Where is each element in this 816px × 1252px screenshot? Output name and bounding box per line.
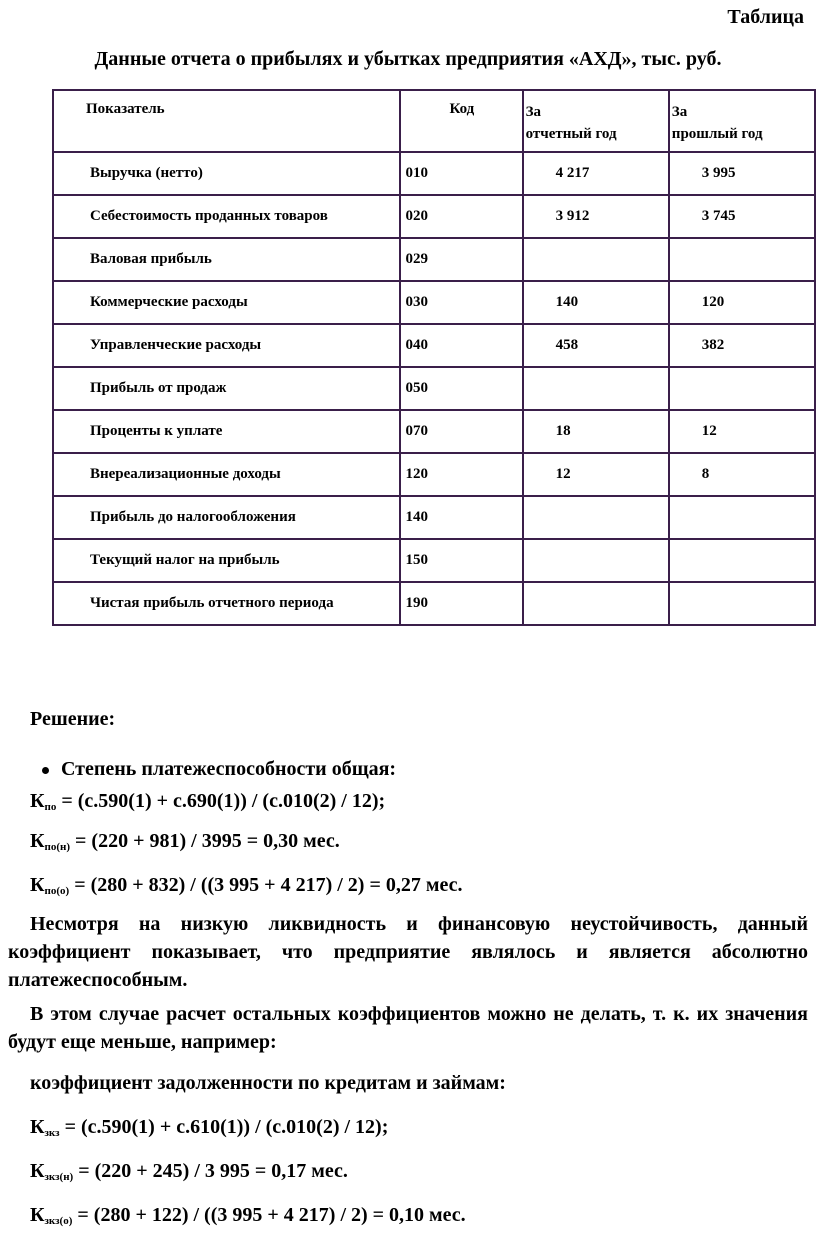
table-row [53,195,815,238]
header-previous-line2: прошлый год [671,126,763,142]
row-code: 030 [400,281,522,324]
bullet-item [42,758,396,781]
row-previous: 12 [669,410,815,453]
formula-4 [30,1116,388,1139]
row-current: 12 [523,453,669,496]
row-previous: 3 745 [669,195,815,238]
formula-body: = (с.590(1) + с.690(1)) / (с.010(2) / 12); [56,790,386,812]
formula-subscript: по(о) [44,885,70,897]
row-code: 120 [400,453,522,496]
row-previous [669,238,815,281]
header-previous-line1: За [671,104,688,120]
header-current-line1: За [525,104,541,120]
row-name: Прибыль от продаж [53,367,400,410]
row-code: 010 [400,152,522,195]
row-previous [669,582,815,625]
row-previous [669,539,815,582]
formula-subscript: по(н) [44,841,71,853]
table-row [53,281,815,324]
row-current [523,496,669,539]
formula-subscript: зкз(о) [44,1215,73,1227]
formula-body: = (280 + 122) / ((3 995 + 4 217) / 2) = 0,10 мес. [72,1204,466,1226]
table-row [53,367,815,410]
income-statement-table [52,89,816,626]
formula-5 [30,1160,348,1183]
formula-3 [30,874,462,897]
table-header-row [53,90,815,152]
row-current [523,539,669,582]
formula-symbol: К [30,874,45,896]
table-row [53,539,815,582]
bullet-dot-icon [42,767,49,774]
row-name: Чистая прибыль отчетного периода [53,582,400,625]
row-current: 3 912 [523,195,669,238]
paragraph-2 [8,1000,808,1056]
row-name: Проценты к уплате [53,410,400,453]
row-current [523,582,669,625]
row-previous: 8 [669,453,815,496]
table-row [53,238,815,281]
header-current-year [523,90,669,152]
formula-subscript: зкз(н) [44,1171,74,1183]
formula-symbol: К [30,1204,45,1226]
row-name: Прибыль до налогообложения [53,496,400,539]
formula-symbol: К [30,830,45,852]
header-current-line2: отчетный год [525,126,617,142]
row-code: 150 [400,539,522,582]
row-current: 140 [523,281,669,324]
row-name: Внереализационные доходы [53,453,400,496]
table-row [53,410,815,453]
formula-body: = (220 + 981) / 3995 = 0,30 мес. [70,830,340,852]
row-previous [669,496,815,539]
row-current: 458 [523,324,669,367]
row-previous [669,367,815,410]
table-row [53,152,815,195]
row-current [523,238,669,281]
bullet-text: Степень платежеспособности общая: [61,758,397,780]
formula-subscript: по [44,801,57,813]
formula-1 [30,790,385,813]
row-code: 040 [400,324,522,367]
table-row [53,324,815,367]
row-code: 140 [400,496,522,539]
header-indicator: Показатель [53,90,400,152]
row-previous: 382 [669,324,815,367]
header-code: Код [400,90,522,152]
formula-subscript: зкз [44,1127,60,1139]
table-row [53,582,815,625]
formula-2 [30,830,340,853]
row-name: Себестоимость проданных товаров [53,195,400,238]
row-code: 190 [400,582,522,625]
row-current: 4 217 [523,152,669,195]
table-caption: Таблица [727,6,804,28]
formula-6 [30,1204,466,1227]
coefficient-label: коэффициент задолженности по кредитам и займам: [30,1072,506,1094]
formula-body: = (280 + 832) / ((3 995 + 4 217) / 2) = 0,27 мес. [69,874,463,896]
row-name: Коммерческие расходы [53,281,400,324]
row-previous: 120 [669,281,815,324]
row-code: 070 [400,410,522,453]
formula-body: = (с.590(1) + с.610(1)) / (с.010(2) / 12); [59,1116,389,1138]
row-current [523,367,669,410]
header-previous-year [669,90,815,152]
row-code: 020 [400,195,522,238]
row-name: Валовая прибыль [53,238,400,281]
solution-heading: Решение: [30,708,116,730]
row-code: 050 [400,367,522,410]
row-name: Управленческие расходы [53,324,400,367]
paragraph-text: В этом случае расчет остальных коэффициентов можно не делать, т. к. их значения будут еще меньше, например: [8,1003,808,1053]
row-previous: 3 995 [669,152,815,195]
table-title: Данные отчета о прибылях и убытках предприятия «АХД», тыс. руб. [94,48,722,70]
row-name: Выручка (нетто) [53,152,400,195]
paragraph-text: Несмотря на низкую ликвидность и финансовую неустойчивость, данный коэффициент показывает, что предприятие являлось и является абсолютно платежеспособным. [8,913,808,991]
table-row [53,453,815,496]
formula-symbol: К [30,790,45,812]
formula-body: = (220 + 245) / 3 995 = 0,17 мес. [73,1160,348,1182]
row-code: 029 [400,238,522,281]
formula-symbol: К [30,1160,45,1182]
row-current: 18 [523,410,669,453]
table-row [53,496,815,539]
formula-symbol: К [30,1116,45,1138]
paragraph-1 [8,910,808,994]
row-name: Текущий налог на прибыль [53,539,400,582]
